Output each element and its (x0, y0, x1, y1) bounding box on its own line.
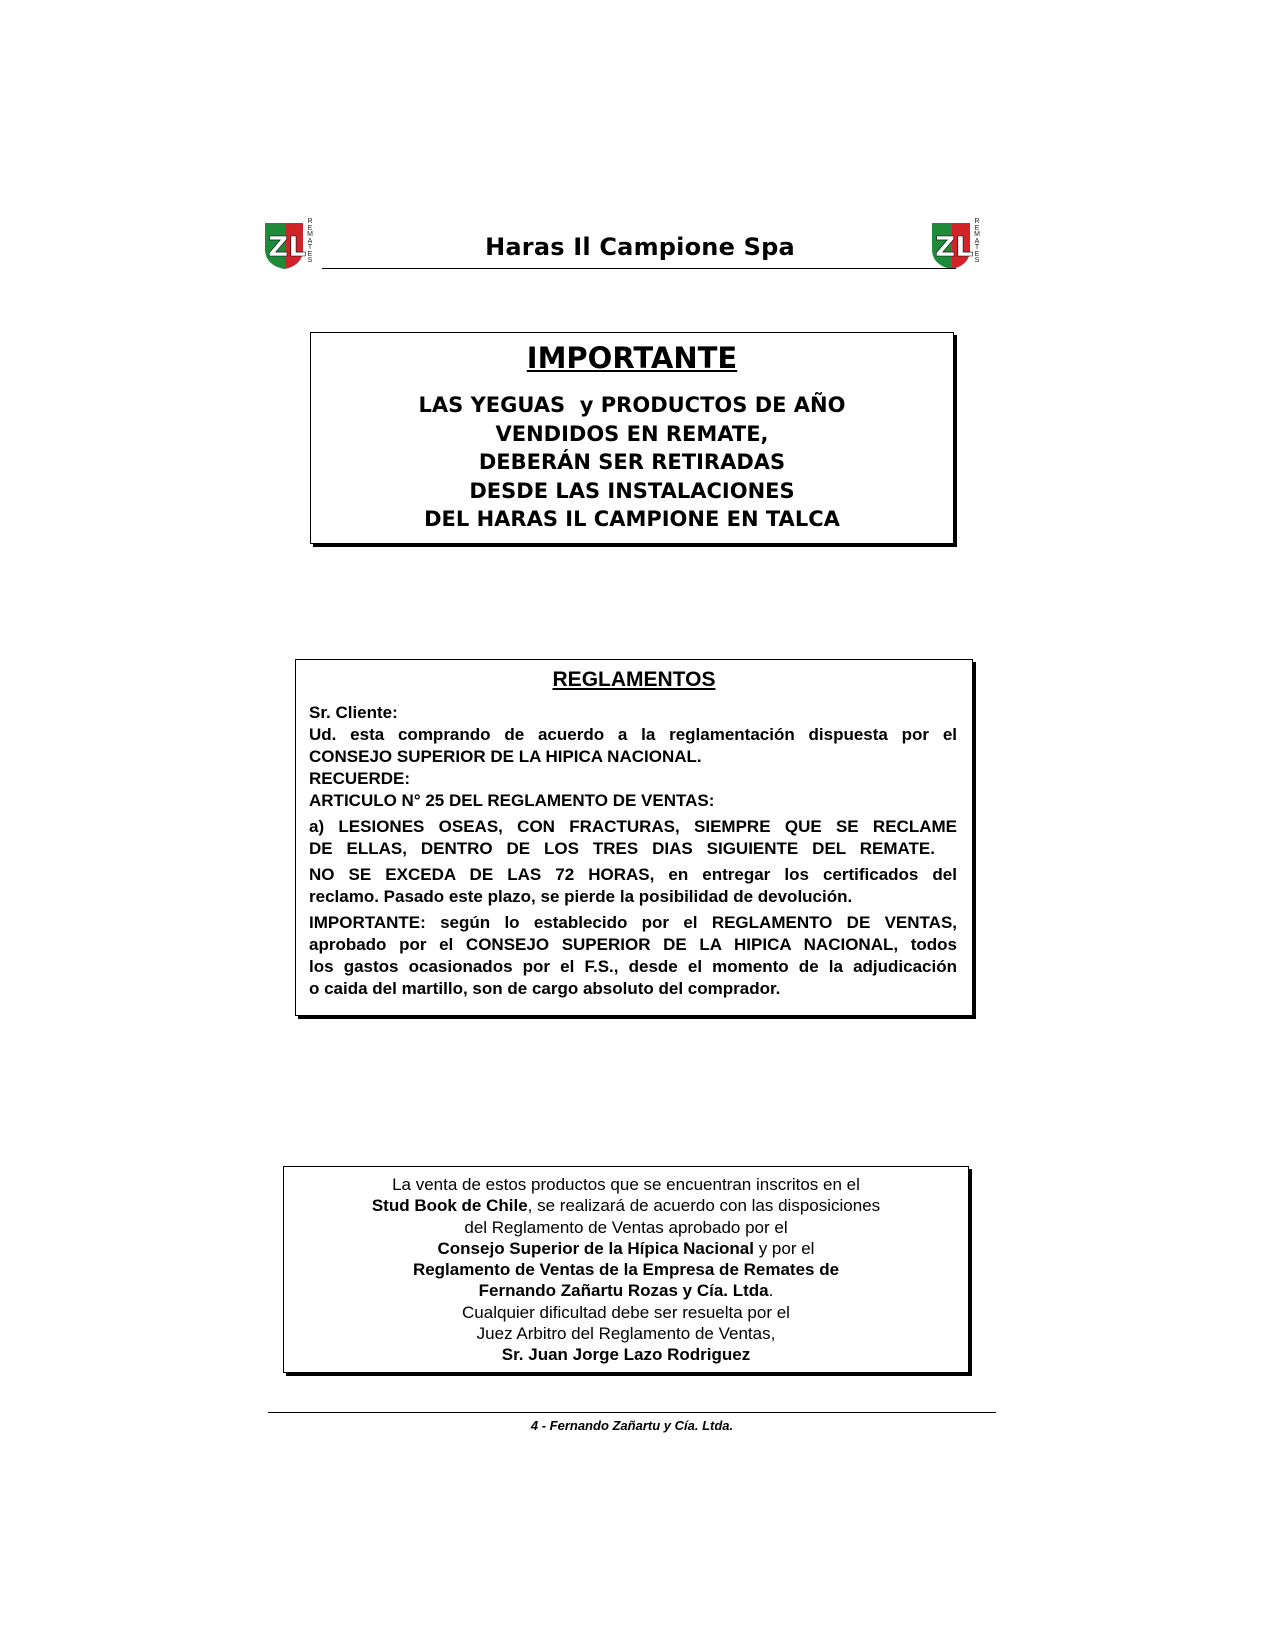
imp-strong: IMPORTANTE: (309, 913, 426, 932)
importante-clause-line: o caida del martillo, son de cargo absoluto del comprador. (309, 979, 781, 998)
venta-line (284, 1195, 968, 1216)
page-title: Haras Il Campione Spa (485, 233, 795, 261)
empresa-strong: Fernando Zañartu Rozas y Cía. Ltda (478, 1281, 769, 1301)
venta-line (284, 1280, 968, 1301)
imp-line2b: CONSEJO SUPERIOR DE LA HIPICA NACIONAL (465, 935, 894, 954)
importante-line: DEBERÁN SER RETIRADAS (478, 450, 786, 474)
venta-line: Cualquier dificultad debe ser resuelta por el (462, 1302, 790, 1322)
logo-letters: ZL (268, 230, 307, 263)
importante-line: VENDIDOS EN REMATE, (495, 421, 769, 446)
plazo-line (309, 864, 957, 886)
reglamentos-body (309, 702, 957, 1000)
footer-divider (268, 1412, 996, 1413)
reglamentos-title: REGLAMENTOS (552, 668, 716, 691)
importante-line: LAS YEGUAS y PRODUCTOS DE AÑO (418, 393, 846, 417)
venta-line (284, 1238, 968, 1259)
venta-line-rest: , se realizará de acuerdo con las disposiciones (527, 1196, 881, 1216)
importante-box (310, 332, 954, 544)
header-divider (322, 268, 956, 269)
venta-line-rest: y por el (753, 1238, 815, 1258)
recuerde-label: RECUERDE: (309, 769, 411, 788)
imp-rest: según lo establecido por el (425, 913, 712, 932)
importante-title: IMPORTANTE (526, 341, 738, 375)
logo-side-text: R E M A T E S (307, 218, 313, 264)
left-logo (263, 219, 319, 271)
zl-shield-icon (930, 219, 974, 271)
lesiones-line: a) LESIONES OSEAS, CON FRACTURAS, SIEMPRE QUE SE RECLAME (309, 817, 957, 836)
logo-letters: ZL (935, 230, 974, 263)
venta-line: Juez Arbitro del Reglamento de Ventas, (476, 1324, 776, 1344)
imp-strong2: REGLAMENTO DE VENTAS, (711, 913, 958, 932)
venta-line-rest: . (768, 1281, 774, 1301)
right-logo (930, 219, 986, 271)
footer-text: 4 - Fernando Zañartu y Cía. Ltda. (530, 1418, 734, 1433)
venta-line: del Reglamento de Ventas aprobado por el (464, 1217, 788, 1237)
plazo-strong: NO SE EXCEDA DE LAS 72 HORAS (309, 865, 650, 884)
consejo-strong: Consejo Superior de la Hípica Nacional (437, 1238, 754, 1258)
logo-side-text: R E M A T E S (974, 218, 980, 264)
importante-clause-line: los gastos ocasionados por el F.S., desde el momento de la adjudicación (309, 957, 957, 976)
importante-line: DEL HARAS IL CAMPIONE EN TALCA (424, 507, 840, 531)
venta-box (283, 1166, 969, 1373)
venta-body (284, 1174, 968, 1366)
plazo-rest: , en entregar los certificados del (649, 865, 957, 884)
imp-line2a: aprobado por el (309, 935, 466, 954)
importante-clause-line (309, 912, 957, 934)
greeting: Sr. Cliente: (309, 703, 398, 722)
plazo-line: reclamo. Pasado este plazo, se pierde la posibilidad de devolución. (309, 887, 853, 906)
venta-line: La venta de estos productos que se encuentran inscritos en el (392, 1175, 860, 1194)
articulo-label: ARTICULO N° 25 DEL REGLAMENTO DE VENTAS: (309, 791, 715, 810)
importante-clause-line (309, 934, 957, 956)
importante-line: DESDE LAS INSTALACIONES (469, 478, 795, 503)
lesiones-line: DE ELLAS, DENTRO DE LOS TRES DIAS SIGUIENTE DEL REMATE. (309, 839, 935, 858)
zl-shield-icon (263, 219, 307, 271)
intro-line: CONSEJO SUPERIOR DE LA HIPICA NACIONAL. (309, 747, 702, 766)
stud-book-strong: Stud Book de Chile (371, 1196, 528, 1216)
reglamentos-box (295, 659, 973, 1016)
venta-line: Sr. Juan Jorge Lazo Rodriguez (501, 1345, 751, 1365)
intro-line: Ud. esta comprando de acuerdo a la reglamentación dispuesta por el (309, 725, 957, 744)
importante-lines (311, 391, 953, 534)
venta-line: Reglamento de Ventas de la Empresa de Remates de (412, 1260, 840, 1280)
imp-line2c: , todos (893, 935, 958, 954)
